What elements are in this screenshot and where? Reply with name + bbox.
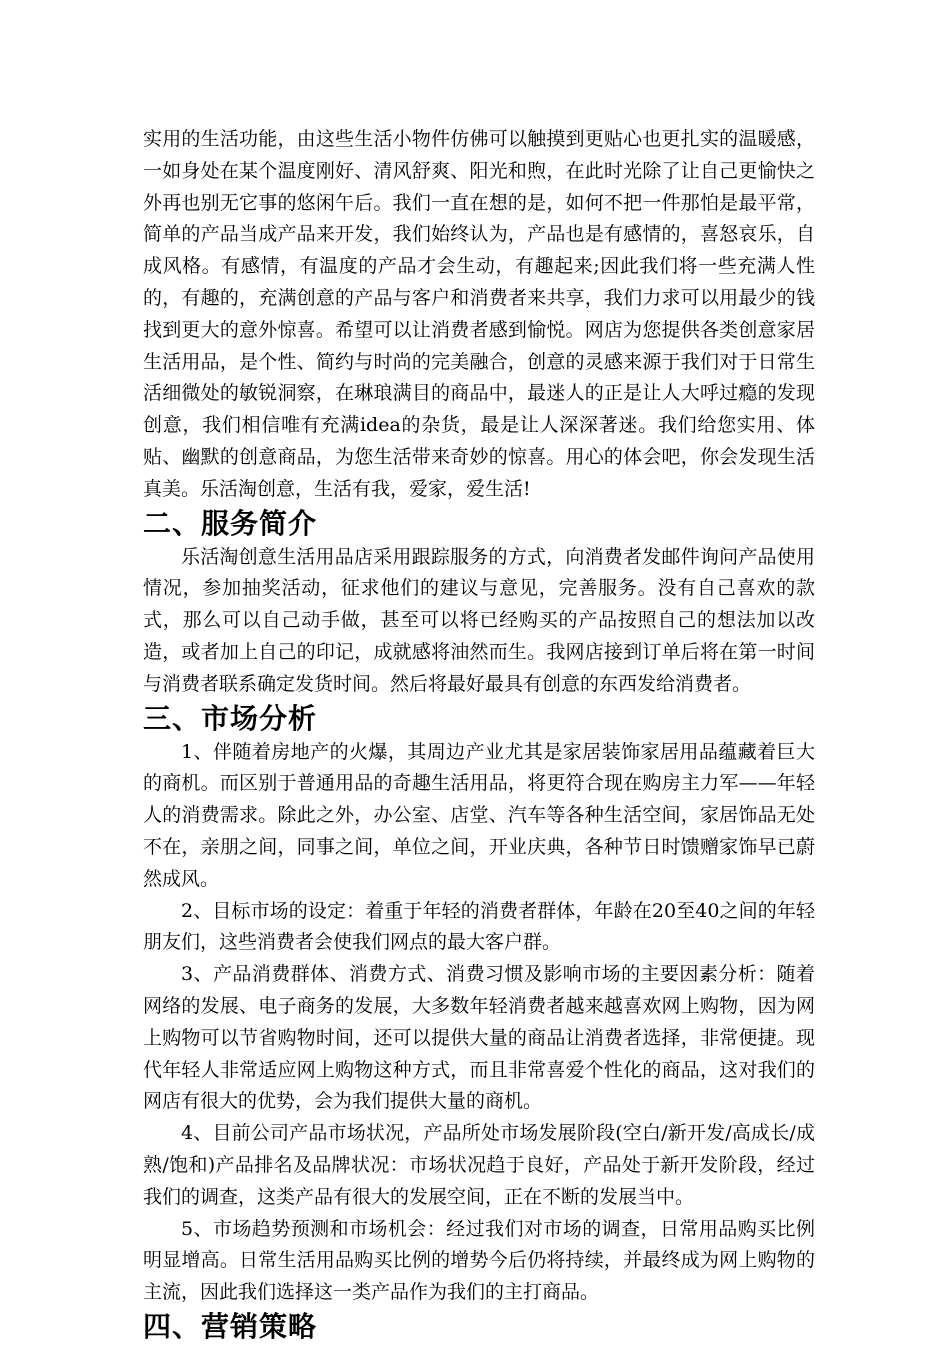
section-heading-market: 三、市场分析 bbox=[143, 701, 318, 735]
service-paragraph: 乐活淘创意生活用品店采用跟踪服务的方式，向消费者发邮件询问产品使用情况，参加抽奖活动，征求他们的建议与意见，完善服务。没有自己喜欢的款式，那么可以自己动手做，甚至可以将已经购买的产品按照自己的想法加以改造，或者加上自己的印记，成就感将油然而生。我网店接到订单后将在第一时间与消费者联系确定发货时间。然后将最好最具有创意的东西发给消费者。 bbox=[143, 545, 815, 695]
section-heading-marketing: 四、营销策略 bbox=[143, 1309, 318, 1343]
market-item-2: 2、目标市场的设定：着重于年轻的消费者群体，年龄在20至40之间的年轻朋友们，这些消费者会使我们网点的最大客户群。 bbox=[143, 899, 815, 954]
market-item-5: 5、市场趋势预测和市场机会：经过我们对市场的调查，日常用品购买比例明显增高。日常生活用品购买比例的增势今后仍将持续，并最终成为网上购物的主流，因此我们选择这一类产品作为我们的主打商品。 bbox=[143, 1217, 815, 1304]
market-item-1: 1、伴随着房地产的火爆，其周边产业尤其是家居装饰家居用品蕴藏着巨大的商机。而区别于普通用品的奇趣生活用品，将更符合现在购房主力军——年轻人的消费需求。除此之外，办公室、店堂、汽车等各种生活空间，家居饰品无处不在，亲朋之间，同事之间，单位之间，开业庆典，各种节日时馈赠家饰早已蔚然成风。 bbox=[143, 740, 815, 890]
document-page bbox=[143, 124, 815, 1345]
market-item-3: 3、产品消费群体、消费方式、消费习惯及影响市场的主要因素分析：随着网络的发展、电子商务的发展，大多数年轻消费者越来越喜欢网上购物，因为网上购物可以节省购物时间，还可以提供大量的商品让消费者选择，非常便捷。现代年轻人非常适应网上购物这种方式，而且非常喜爱个性化的商品，这对我们的网店有很大的优势，会为我们提供大量的商机。 bbox=[143, 963, 815, 1113]
section-heading-service: 二、服务简介 bbox=[143, 506, 318, 540]
intro-paragraph: 实用的生活功能，由这些生活小物件仿佛可以触摸到更贴心也更扎实的温暖感，一如身处在某个温度刚好、清风舒爽、阳光和煦，在此时光除了让自己更愉快之外再也别无它事的悠闲午后。我们一直在想的是，如何不把一件那怕是最平常，简单的产品当成产品来开发，我们始终认为，产品也是有感情的，喜怒哀乐，自成风格。有感情，有温度的产品才会生动，有趣起来;因此我们将一些充满人性的，有趣的，充满创意的产品与客户和消费者来共享，我们力求可以用最少的钱找到更大的意外惊喜。希望可以让消费者感到愉悦。网店为您提供各类创意家居生活用品，是个性、简约与时尚的完美融合，创意的灵感来源于我们对于日常生活细微处的敏锐洞察，在琳琅满目的商品中，最迷人的正是让人大呼过瘾的发现创意，我们相信唯有充满idea的杂货，最是让人深深著迷。我们给您实用、体贴、幽默的创意商品，为您生活带来奇妙的惊喜。用心的体会吧，你会发现生活真美。乐活淘创意，生活有我，爱家，爱生活! bbox=[143, 128, 815, 500]
market-item-4: 4、目前公司产品市场状况，产品所处市场发展阶段(空白/新开发/高成长/成熟/饱和)产品排名及品牌状况：市场状况趋于良好，产品处于新开发阶段，经过我们的调查，这类产品有很大的发展空间，正在不断的发展当中。 bbox=[143, 1122, 815, 1208]
